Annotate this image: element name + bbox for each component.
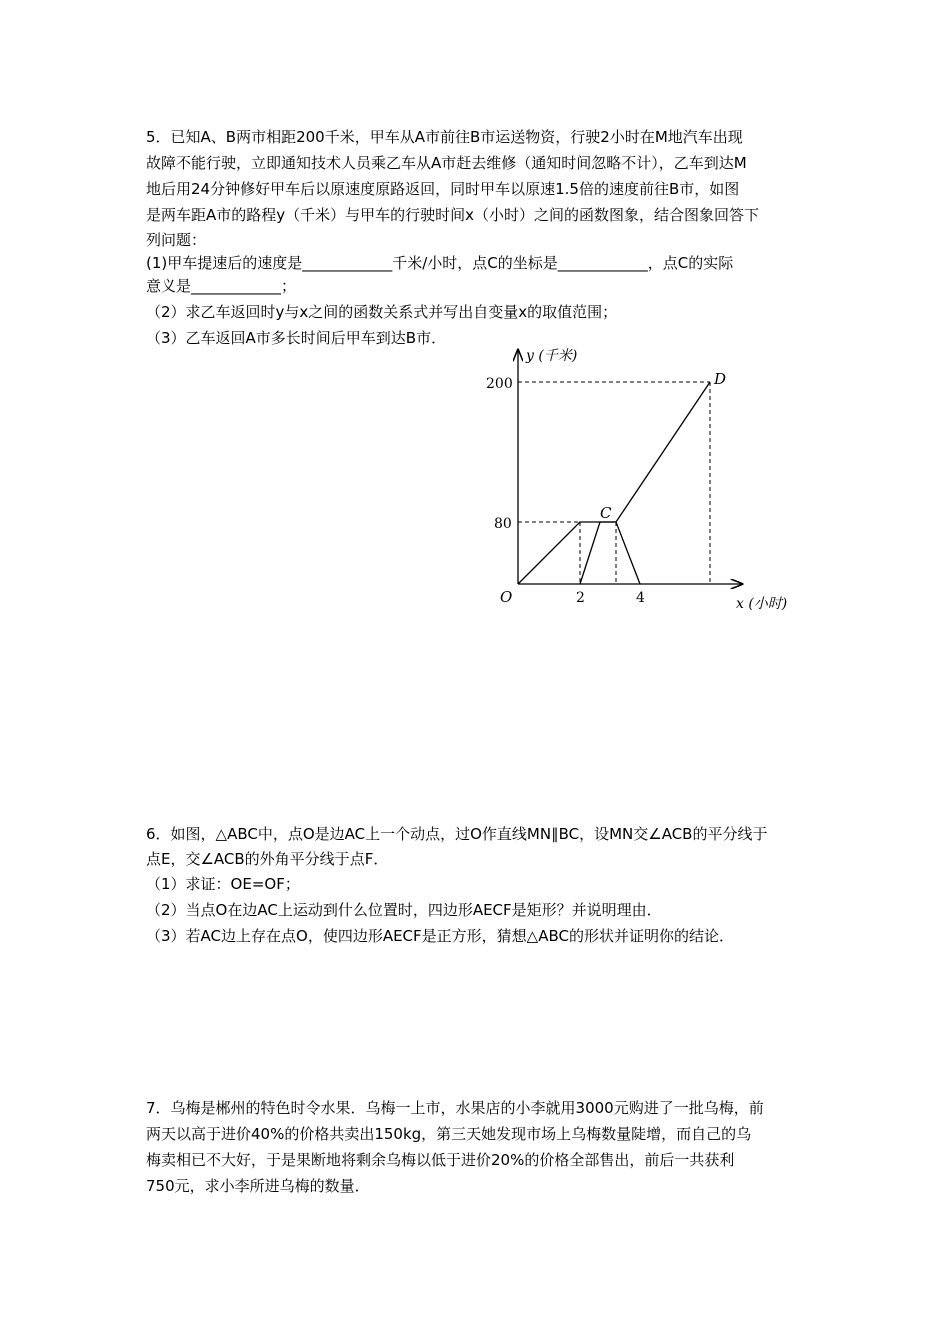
- function-graph: [470, 338, 800, 618]
- y-tick-80: 80: [494, 516, 512, 532]
- car-a-path: [518, 382, 710, 584]
- origin-label: O: [500, 588, 513, 606]
- q5-line-3: 地后用24分钟修好甲车后以原速度原路返回，同时甲车以原速1.5倍的速度前往B市，如图: [146, 180, 740, 198]
- q5-part-1-line-2: 意义是____________；: [146, 277, 297, 295]
- point-c-label: C: [600, 504, 612, 522]
- y-tick-200: 200: [486, 376, 513, 392]
- q5-line-5: 列问题：: [146, 231, 207, 249]
- q7-line-1: 7．乌梅是郴州的特色时令水果．乌梅一上市，水果店的小李就用3000元购进了一批乌梅，前: [146, 1099, 764, 1117]
- x-tick-4: 4: [636, 590, 645, 606]
- q5-line-4: 是两车距A市的路程y（千米）与甲车的行驶时间x（小时）之间的函数图象，结合图象回答下: [146, 206, 760, 224]
- x-tick-2: 2: [576, 590, 585, 606]
- q5-line-1: 5．已知A、B两市相距200千米，甲车从A市前往B市运送物资，行驶2小时在M地汽车出现: [146, 128, 743, 146]
- x-axis-label: x (小时): [736, 596, 788, 612]
- q5-part-3: （3）乙车返回A市多长时间后甲车到达B市．: [146, 329, 447, 347]
- q7-line-4: 750元，求小李所进乌梅的数量．: [146, 1177, 370, 1195]
- q7-line-3: 梅卖相已不大好，于是果断地将剩余乌梅以低于进价20%的价格全部售出，前后一共获利: [146, 1151, 735, 1169]
- q6-part-3: （3）若AC边上存在点O，使四边形AECF是正方形，猜想△ABC的形状并证明你的结论．: [146, 927, 734, 945]
- q6-part-2: （2）当点O在边AC上运动到什么位置时，四边形AECF是矩形？并说明理由．: [146, 901, 662, 919]
- q6-part-1: （1）求证：OE=OF；: [146, 875, 300, 893]
- y-axis-label: y (千米): [526, 348, 578, 364]
- q6-line-2: 点E，交∠ACB的外角平分线于点F．: [146, 850, 389, 868]
- point-d-label: D: [714, 370, 727, 388]
- q5-part-1-line-1: (1)甲车提速后的速度是____________千米/小时，点C的坐标是____________，点C的实际: [146, 254, 734, 272]
- q7-line-2: 两天以高于进价40%的价格共卖出150kg，第三天她发现市场上乌梅数量陡增，而自己的乌: [146, 1125, 752, 1143]
- car-b-path: [580, 522, 640, 584]
- q5-part-2: （2）求乙车返回时y与x之间的函数关系式并写出自变量x的取值范围；: [146, 303, 618, 321]
- q5-line-2: 故障不能行驶，立即通知技术人员乘乙车从A市赶去维修（通知时间忽略不计），乙车到达M: [146, 154, 747, 172]
- q6-line-1: 6．如图，△ABC中，点O是边AC上一个动点，过O作直线MN∥BC，设MN交∠ACB的平分线于: [146, 825, 768, 843]
